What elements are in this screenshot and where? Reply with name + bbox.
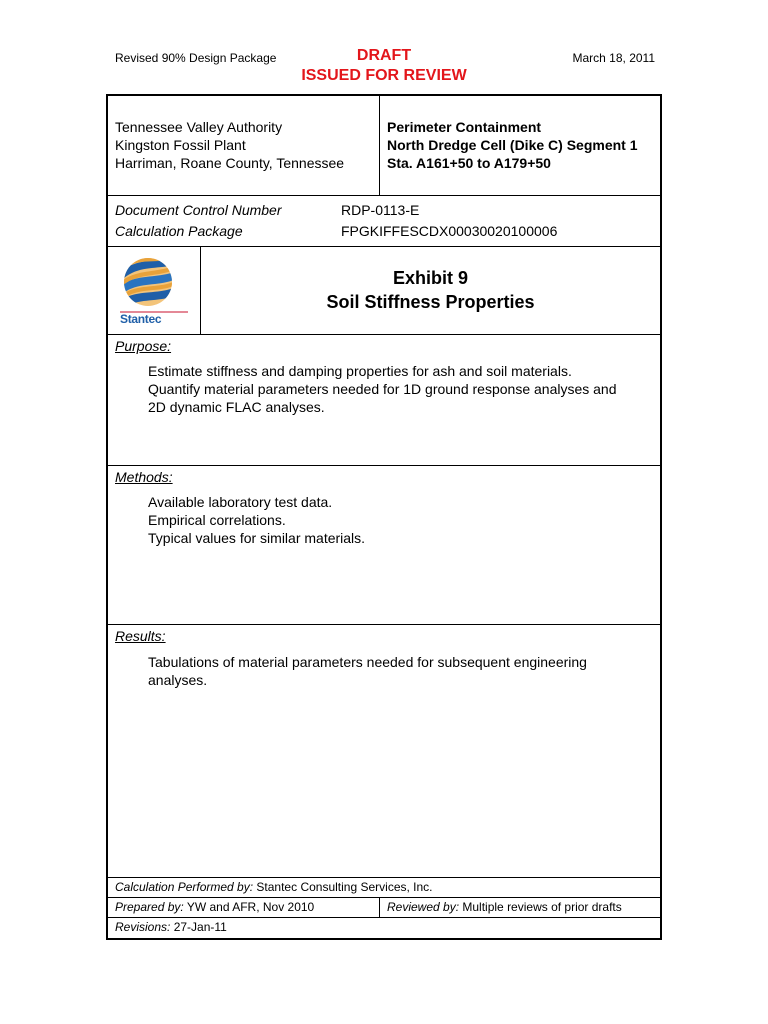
divider [200, 246, 201, 334]
owner-line: Harriman, Roane County, Tennessee [115, 155, 345, 171]
issued-for-review-label: ISSUED FOR REVIEW [301, 67, 467, 84]
results-line: analyses. [148, 672, 208, 688]
methods-line: Available laboratory test data. [148, 494, 333, 510]
methods-line: Typical values for similar materials. [148, 530, 366, 546]
purpose-title: Purpose: [115, 338, 172, 354]
calc-package-label: Calculation Package [115, 223, 243, 239]
performed-by-value: Stantec Consulting Services, Inc. [253, 880, 433, 894]
divider [108, 624, 660, 625]
exhibit-heading [203, 266, 658, 314]
methods-title: Methods: [115, 469, 173, 485]
purpose-line: Estimate stiffness and damping properties for ash and soil materials. [148, 363, 572, 379]
prepared-by [115, 898, 314, 917]
owner-line: Tennessee Valley Authority [115, 119, 283, 135]
stantec-logo [118, 254, 190, 330]
owner-block [115, 118, 344, 172]
cover-sheet-frame [106, 94, 662, 940]
project-line: Sta. A161+50 to A179+50 [387, 155, 551, 171]
divider [108, 334, 660, 335]
methods-line: Empirical correlations. [148, 512, 286, 528]
divider [108, 195, 660, 196]
revisions-label: Revisions: [115, 920, 171, 934]
prepared-by-label: Prepared by: [115, 900, 184, 914]
project-line: North Dredge Cell (Dike C) Segment 1 [387, 137, 638, 153]
results-line: Tabulations of material parameters needed for subsequent engineering [148, 654, 587, 670]
stantec-logo-text: Stantec [120, 312, 162, 326]
exhibit-title: Exhibit 9 [392, 268, 468, 288]
project-block [387, 118, 638, 172]
doc-control-label: Document Control Number [115, 202, 282, 218]
purpose-line: Quantify material parameters needed for 1D ground response analyses and [148, 381, 617, 397]
performed-by-label: Calculation Performed by: [115, 880, 254, 894]
purpose-line: 2D dynamic FLAC analyses. [148, 399, 325, 415]
prepared-by-value: YW and AFR, Nov 2010 [183, 900, 315, 914]
performed-by [115, 878, 433, 897]
exhibit-subtitle: Soil Stiffness Properties [326, 292, 535, 312]
results-title: Results: [115, 628, 166, 644]
package-label: Revised 90% Design Package [115, 51, 277, 65]
results-body [148, 653, 652, 689]
calc-package-number: FPGKIFFESCDX00030020100006 [341, 223, 558, 239]
reviewed-by-label: Reviewed by: [387, 900, 460, 914]
revisions-value: 27-Jan-11 [170, 920, 227, 934]
owner-line: Kingston Fossil Plant [115, 137, 246, 153]
draft-stamp [250, 46, 518, 86]
reviewed-by [387, 898, 622, 917]
revisions [115, 918, 227, 937]
draft-label: DRAFT [356, 47, 412, 64]
divider [379, 96, 380, 195]
doc-control-number: RDP-0113-E [341, 202, 420, 218]
divider [108, 246, 660, 247]
methods-body [148, 493, 652, 547]
reviewed-by-value: Multiple reviews of prior drafts [459, 900, 622, 914]
purpose-body [148, 362, 652, 416]
project-line: Perimeter Containment [387, 119, 542, 135]
divider [108, 465, 660, 466]
header-date: March 18, 2011 [572, 51, 655, 65]
divider [379, 897, 380, 917]
